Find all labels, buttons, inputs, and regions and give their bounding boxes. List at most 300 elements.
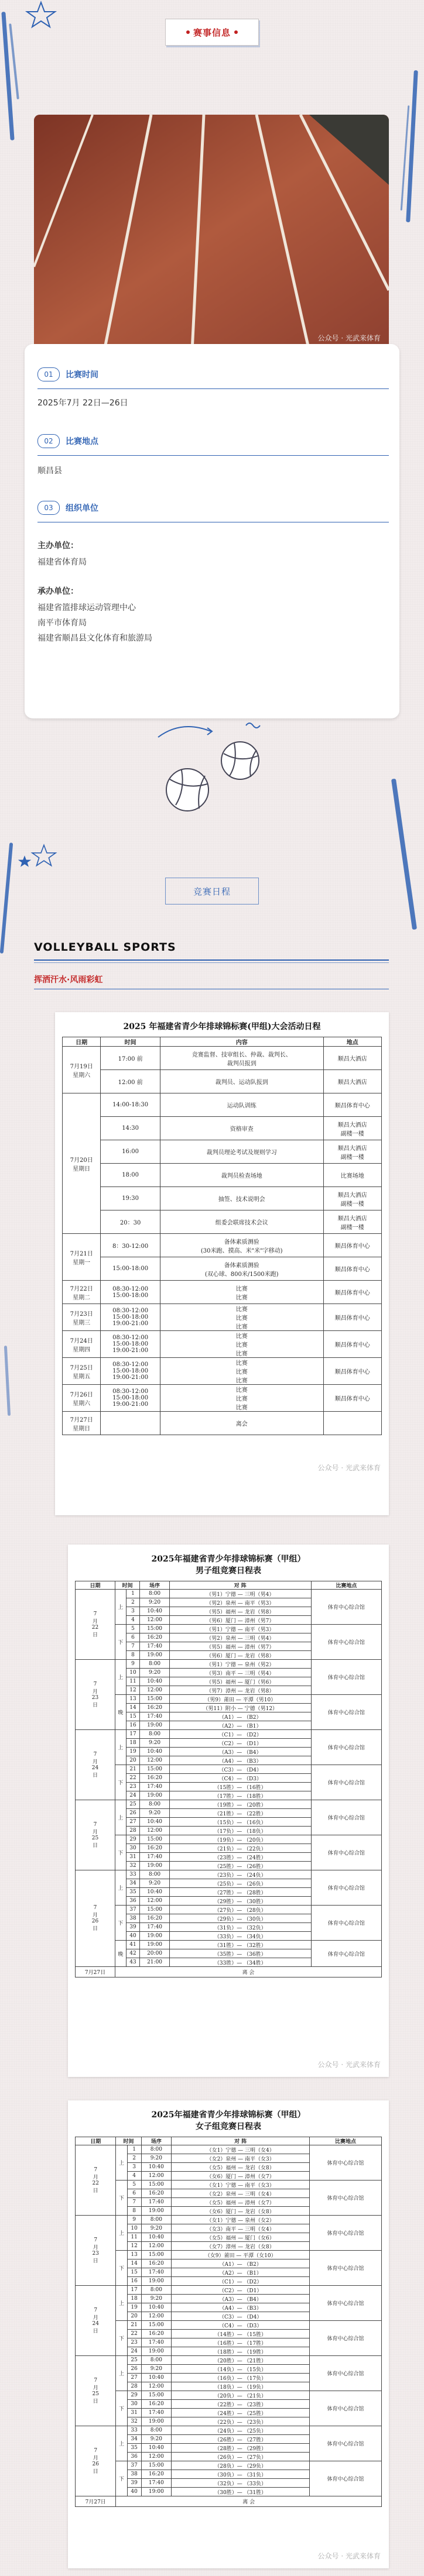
- time-cell: 17:40: [141, 2479, 172, 2488]
- matchup-cell: （33负）— （34负）: [169, 1932, 311, 1941]
- matchup-cell: （22负）— （23负）: [172, 2417, 310, 2426]
- matchup-cell: （A3）— （B4）: [169, 1748, 311, 1756]
- matchup-cell: （女2）泉州 — 南平（女3）: [172, 2154, 310, 2163]
- matchup-cell: （男3）南平 — 三明（男4）: [169, 1669, 311, 1677]
- table-row: [76, 1870, 382, 1879]
- time-cell: 12:00: [141, 2242, 172, 2251]
- matchup-cell: （19胜）— （20胜）: [169, 1800, 311, 1809]
- time-cell: 16:20: [141, 2330, 172, 2338]
- matchup-cell: （女1）宁德 — 三明（女4）: [172, 2145, 310, 2154]
- matchup-cell: （C4）— （D3）: [172, 2321, 310, 2330]
- time-cell: 17:00 前: [101, 1047, 160, 1070]
- session-cell: 晚: [115, 1695, 126, 1730]
- date-cell: 7 月 24 日: [76, 1730, 115, 1800]
- content-cell: 比赛 比赛 比赛: [160, 1358, 323, 1385]
- match-number-cell: 39: [126, 1923, 139, 1932]
- time-cell: 19:00: [140, 1862, 170, 1870]
- column-header: 比赛地点: [310, 2137, 382, 2145]
- section-title: 赛事信息: [193, 27, 231, 38]
- matchup-cell: （男2）泉州 — 南平（男3）: [169, 1598, 311, 1607]
- brush-stroke: [391, 779, 417, 930]
- match-number-cell: 42: [126, 1949, 139, 1958]
- time-cell: 16:20: [141, 2259, 172, 2268]
- content-cell: 裁判员、运动队报到: [160, 1070, 323, 1093]
- column-header: 时间: [116, 2137, 141, 2145]
- venue-cell: 体育中心综合馆: [311, 1695, 381, 1730]
- content-cell: 备体素质测验 (30米跑、摸高、米"米"字移动): [160, 1234, 323, 1257]
- time-cell: 17:40: [140, 1923, 170, 1932]
- session-cell: 下: [116, 2321, 127, 2356]
- time-cell: 8:00: [140, 1800, 170, 1809]
- match-number-cell: 9: [127, 2216, 141, 2224]
- location-cell: 顺昌大酒店 副楼一楼: [323, 1210, 381, 1234]
- men-schedule-sheet: [68, 1545, 389, 2077]
- location-cell: 顺昌体育中心: [323, 1331, 381, 1358]
- table-row: [63, 1140, 382, 1164]
- item-value: 2025年7月 22日—26日: [37, 398, 128, 408]
- match-number-cell: 32: [126, 1862, 139, 1870]
- matchup-cell: （男11）附小 — 宁德（男12）: [169, 1704, 311, 1712]
- table-row: [76, 2145, 382, 2154]
- matchup-cell: （男5）福州 — 厦门（男6）: [169, 1677, 311, 1686]
- brush-stroke: [4, 1346, 11, 1416]
- matchup-cell: （C2）— （D1）: [172, 2286, 310, 2295]
- table-row: [63, 1187, 382, 1210]
- time-cell: 17:40: [141, 2198, 172, 2207]
- matchup-cell: （女9）莆田 — 平潭（女10）: [172, 2251, 310, 2259]
- matchup-cell: （22胜）— （23胜）: [172, 2400, 310, 2409]
- matchup-cell: （女2）泉州 — 三明（女4）: [172, 2189, 310, 2198]
- time-cell: 10:40: [141, 2444, 172, 2453]
- matchup-cell: （24胜）— （25胜）: [172, 2409, 310, 2417]
- matchup-cell: （女1）宁德 — 南平（女3）: [172, 2181, 310, 2189]
- volleyball-illustration: [146, 702, 281, 819]
- match-number-cell: 20: [127, 2312, 141, 2321]
- match-number-cell: 38: [127, 2470, 141, 2479]
- content-cell: 比赛 比赛 比赛: [160, 1304, 323, 1331]
- match-number-cell: 30: [127, 2400, 141, 2409]
- time-cell: 16:20: [140, 1774, 170, 1783]
- time-cell: 12:00: [140, 1827, 170, 1835]
- matchup-cell: （女5）福州 — 漳州（女7）: [172, 2198, 310, 2207]
- watermark: 公众号 · 光武来体育: [317, 334, 381, 342]
- match-number-cell: 25: [127, 2356, 141, 2365]
- match-number-cell: 36: [127, 2453, 141, 2461]
- match-number-cell: 3: [126, 1607, 139, 1616]
- table-row: [63, 1210, 382, 1234]
- match-number-cell: 6: [127, 2189, 141, 2198]
- match-number-cell: 10: [126, 1669, 139, 1677]
- matchup-cell: （男1）宁德 — 南平（男3）: [169, 1625, 311, 1633]
- time-cell: 10:40: [140, 1818, 170, 1827]
- time-cell: 8:00: [140, 1870, 170, 1879]
- venue-cell: 体育中心综合馆: [311, 1765, 381, 1800]
- track-photo: [34, 115, 389, 351]
- match-number-cell: 33: [127, 2426, 141, 2435]
- matchup-cell: （女6）厦门 — 漳州（女7）: [172, 2172, 310, 2181]
- matchup-cell: （14胜）— （15胜）: [172, 2330, 310, 2338]
- column-header: 对 阵: [172, 2137, 310, 2145]
- match-number-cell: 1: [127, 2145, 141, 2154]
- brush-stroke: [1, 12, 14, 140]
- venue-cell: 体育中心综合馆: [311, 1906, 381, 1941]
- time-cell: 20:00: [140, 1949, 170, 1958]
- time-cell: 15:00: [141, 2181, 172, 2189]
- matchup-cell: （男5）福州 — 漳州（男7）: [169, 1642, 311, 1651]
- match-number-cell: 2: [126, 1598, 139, 1607]
- session-cell: 下: [115, 1765, 126, 1800]
- content-cell: 竞赛监督、技审组长、仲裁、裁判长、 裁判员报到: [160, 1047, 323, 1070]
- date-cell: 7月23日 星期三: [63, 1304, 101, 1331]
- column-header: 地点: [323, 1037, 381, 1047]
- table-row: [76, 2251, 382, 2259]
- star-icon: [29, 842, 59, 868]
- table-row: [76, 2216, 382, 2224]
- match-number-cell: 26: [127, 2365, 141, 2374]
- time-cell: 9:20: [141, 2154, 172, 2163]
- time-cell: 16:20: [141, 2189, 172, 2198]
- match-number-cell: 1: [126, 1590, 139, 1598]
- matchup-cell: （29胜）— （30胜）: [169, 1897, 311, 1906]
- match-number-cell: 2: [127, 2154, 141, 2163]
- matchup-cell: （26胜）— （27胜）: [172, 2435, 310, 2444]
- item-number: 02: [37, 434, 60, 448]
- divider: [34, 962, 389, 963]
- match-number-cell: 33: [126, 1870, 139, 1879]
- match-number-cell: 14: [126, 1704, 139, 1712]
- match-number-cell: 28: [126, 1827, 139, 1835]
- time-cell: 17:40: [140, 1783, 170, 1791]
- table-row: [76, 1835, 382, 1844]
- match-number-cell: 32: [127, 2417, 141, 2426]
- bullet-dot: [186, 30, 190, 34]
- time-cell: 12:00: [141, 2382, 172, 2391]
- content-cell: 比赛 比赛: [160, 1281, 323, 1304]
- time-cell: 8：30-12:00: [101, 1234, 160, 1257]
- time-cell: 10:40: [141, 2303, 172, 2312]
- time-cell: 9:20: [140, 1739, 170, 1748]
- table-row: [76, 2426, 382, 2435]
- matchup-cell: （女5）福州 — 厦门（女6）: [172, 2233, 310, 2242]
- sports-heading: VOLLEYBALL SPORTS: [34, 941, 176, 954]
- venue-cell: 体育中心综合馆: [311, 1941, 381, 1967]
- session-cell: 下: [115, 1835, 126, 1870]
- star-icon: [16, 854, 33, 868]
- session-cell: 下: [116, 2461, 127, 2496]
- table-row: [76, 1660, 382, 1669]
- time-cell: 19:00: [140, 1721, 170, 1730]
- match-number-cell: 27: [126, 1818, 139, 1827]
- matchup-cell: （C3）— （D4）: [169, 1765, 311, 1774]
- time-cell: 16:20: [140, 1914, 170, 1923]
- venue-cell: 体育中心综合馆: [310, 2391, 382, 2426]
- time-cell: 17:40: [140, 1712, 170, 1721]
- match-number-cell: 23: [127, 2338, 141, 2347]
- time-cell: 15:00: [140, 1906, 170, 1914]
- matchup-cell: （C1）— （D2）: [172, 2277, 310, 2286]
- session-cell: 下: [116, 2181, 127, 2216]
- location-cell: 顺昌体育中心: [323, 1358, 381, 1385]
- matchup-cell: （16胜）— （17胜）: [172, 2338, 310, 2347]
- location-cell: 顺昌体育中心: [323, 1281, 381, 1304]
- table-row: [63, 1047, 382, 1070]
- match-number-cell: 38: [126, 1914, 139, 1923]
- time-cell: 12:00: [140, 1616, 170, 1625]
- venue-cell: 体育中心综合馆: [311, 1625, 381, 1660]
- match-number-cell: 21: [126, 1765, 139, 1774]
- venue-cell: 体育中心综合馆: [310, 2321, 382, 2356]
- match-number-cell: 12: [126, 1686, 139, 1695]
- matchup-cell: （A2）— （B1）: [169, 1721, 311, 1730]
- time-cell: 8:00: [141, 2216, 172, 2224]
- venue-cell: 体育中心综合馆: [311, 1730, 381, 1765]
- date-cell: 7月26日 星期六: [63, 1385, 101, 1412]
- table-row: [76, 1967, 382, 1977]
- table-row: [63, 1164, 382, 1187]
- date-cell: 7月24日 星期四: [63, 1331, 101, 1358]
- match-number-cell: 18: [126, 1739, 139, 1748]
- time-cell: 15:00: [140, 1625, 170, 1633]
- match-number-cell: 39: [127, 2479, 141, 2488]
- date-cell: 7 月 25 日: [76, 1800, 115, 1870]
- matchup-cell: （18负）— （19负）: [172, 2382, 310, 2391]
- matchup-cell: （28胜）— （29胜）: [172, 2444, 310, 2453]
- matchup-cell: （20负）— （21负）: [172, 2391, 310, 2400]
- venue-cell: 体育中心综合馆: [311, 1660, 381, 1695]
- session-cell: 上: [115, 1800, 126, 1835]
- table-row: [63, 1234, 382, 1257]
- matchup-cell: （男6）厦门 — 龙岩（男8）: [169, 1651, 311, 1660]
- time-cell: 8:00: [141, 2286, 172, 2295]
- time-cell: 9:20: [140, 1879, 170, 1888]
- table-row: [63, 1257, 382, 1281]
- table-row: [76, 2356, 382, 2365]
- location-cell: 顺昌大酒店: [323, 1047, 381, 1070]
- table-row: [63, 1304, 382, 1331]
- time-cell: 21:00: [140, 1958, 170, 1967]
- match-number-cell: 13: [126, 1695, 139, 1704]
- matchup-cell: （16负）— （17负）: [172, 2374, 310, 2382]
- table-row: [76, 2286, 382, 2295]
- match-number-cell: 18: [127, 2295, 141, 2303]
- session-cell: 上: [116, 2356, 127, 2391]
- time-cell: 17:40: [141, 2409, 172, 2417]
- organizer-name: 福建省篮排球运动管理中心: [37, 603, 136, 613]
- item-label: 比赛时间: [66, 370, 98, 380]
- match-number-cell: 5: [126, 1625, 139, 1633]
- table-row: [76, 1590, 382, 1598]
- date-cell: 7月25日 星期五: [63, 1358, 101, 1385]
- content-cell: 离 会: [115, 1967, 382, 1977]
- matchup-cell: （女6）厦门 — 龙岩（女8）: [172, 2207, 310, 2216]
- table-row: [63, 1331, 382, 1358]
- match-number-cell: 22: [126, 1774, 139, 1783]
- time-cell: 10:40: [140, 1748, 170, 1756]
- track-image: [34, 115, 389, 351]
- match-number-cell: 13: [127, 2251, 141, 2259]
- date-cell: 7 月 22 日: [76, 1590, 115, 1660]
- time-cell: 16:20: [140, 1844, 170, 1853]
- match-number-cell: 21: [127, 2321, 141, 2330]
- activity-title: 2025 年福建省青少年排球锦标赛(甲组)大会活动日程: [123, 1022, 321, 1031]
- time-cell: 12:00: [141, 2312, 172, 2321]
- column-header: 时间: [101, 1037, 160, 1047]
- time-cell: 19:00: [141, 2207, 172, 2216]
- watermark: 公众号 · 光武来体育: [317, 1464, 381, 1472]
- time-cell: 15:00-18:00: [101, 1257, 160, 1281]
- time-cell: 17:40: [141, 2268, 172, 2277]
- time-cell: 19:00: [140, 1932, 170, 1941]
- matchup-cell: （21负）— （22负）: [169, 1844, 311, 1853]
- match-number-cell: 26: [126, 1809, 139, 1818]
- time-cell: 8:00: [140, 1660, 170, 1669]
- time-cell: 10:40: [140, 1888, 170, 1897]
- matchup-cell: （19负）— （20负）: [169, 1835, 311, 1844]
- location-cell: [323, 1412, 381, 1435]
- women-title: 2025年福建省青少年排球锦标赛（甲组）: [151, 2110, 306, 2120]
- time-cell: 19:00: [141, 2347, 172, 2356]
- location-cell: 顺昌体育中心: [323, 1304, 381, 1331]
- venue-cell: 体育中心综合馆: [310, 2251, 382, 2286]
- match-number-cell: 15: [126, 1712, 139, 1721]
- matchup-cell: （A4）— （B3）: [172, 2303, 310, 2312]
- matchup-cell: （C3）— （D4）: [172, 2312, 310, 2321]
- matchup-cell: （女1）宁德 — 泉州（女2）: [172, 2216, 310, 2224]
- match-number-cell: 24: [127, 2347, 141, 2356]
- match-number-cell: 23: [126, 1783, 139, 1791]
- session-cell: 上: [115, 1730, 126, 1765]
- matchup-cell: （27负）— （28负）: [169, 1906, 311, 1914]
- table-row: [63, 1281, 382, 1304]
- matchup-cell: （28负）— （29负）: [172, 2461, 310, 2470]
- table-row: [76, 2391, 382, 2400]
- matchup-cell: （A1）— （B2）: [172, 2259, 310, 2268]
- time-cell: 16:20: [141, 2470, 172, 2479]
- matchup-cell: （27胜）— （28胜）: [169, 1888, 311, 1897]
- venue-cell: 体育中心综合馆: [311, 1835, 381, 1870]
- match-number-cell: 31: [127, 2409, 141, 2417]
- table-row: [63, 1070, 382, 1093]
- match-number-cell: 11: [126, 1677, 139, 1686]
- table-row: [76, 1800, 382, 1809]
- match-number-cell: 37: [127, 2461, 141, 2470]
- watermark: 公众号 · 光武来体育: [317, 2061, 381, 2069]
- column-header: 时间: [115, 1581, 140, 1590]
- match-number-cell: 7: [127, 2198, 141, 2207]
- match-number-cell: 11: [127, 2233, 141, 2242]
- match-number-cell: 12: [127, 2242, 141, 2251]
- matchup-cell: （14负）— （15负）: [172, 2365, 310, 2374]
- date-cell: 7 月 22 日: [76, 2145, 116, 2216]
- time-cell: 8:00: [140, 1730, 170, 1739]
- time-cell: 19:00: [140, 1791, 170, 1800]
- time-cell: 19:30: [101, 1187, 160, 1210]
- column-header: 内容: [160, 1037, 323, 1047]
- star-icon: [23, 0, 59, 29]
- matchup-cell: （31胜）— （32胜）: [169, 1941, 311, 1949]
- time-cell: 8:00: [141, 2356, 172, 2365]
- time-cell: 15:00: [141, 2251, 172, 2259]
- time-cell: 9:20: [140, 1669, 170, 1677]
- table-row: [63, 1412, 382, 1435]
- column-header: 日期: [76, 1581, 115, 1590]
- date-cell: 7月22日 星期二: [63, 1281, 101, 1304]
- matchup-cell: （C1）— （D2）: [169, 1730, 311, 1739]
- match-number-cell: 19: [127, 2303, 141, 2312]
- bullet-dot: [234, 30, 238, 34]
- match-number-cell: 40: [127, 2488, 141, 2496]
- time-cell: 15:00: [140, 1695, 170, 1704]
- match-number-cell: 31: [126, 1853, 139, 1862]
- time-cell: 14:00-18:30: [101, 1093, 160, 1117]
- time-cell: 10:40: [140, 1607, 170, 1616]
- table-row: [76, 1941, 382, 1949]
- matchup-cell: （男5）福州 — 龙岩（男8）: [169, 1607, 311, 1616]
- content-cell: 离 会: [116, 2496, 382, 2507]
- table-row: [76, 1906, 382, 1914]
- date-cell: 7 月 26 日: [76, 2426, 116, 2496]
- matchup-cell: （33胜）— （34胜）: [169, 1958, 311, 1967]
- match-number-cell: 17: [126, 1730, 139, 1739]
- time-cell: 12:00: [140, 1686, 170, 1695]
- info-card: [25, 344, 399, 718]
- match-number-cell: 27: [127, 2374, 141, 2382]
- matchup-cell: （32负）— （33负）: [172, 2479, 310, 2488]
- time-cell: 17:40: [140, 1642, 170, 1651]
- table-row: [63, 1093, 382, 1117]
- session-cell: 下: [115, 1906, 126, 1941]
- content-cell: 资格审查: [160, 1117, 323, 1140]
- time-cell: [101, 1412, 160, 1435]
- time-cell: 16:00: [101, 1140, 160, 1164]
- women-subtitle: 女子组竞赛日程表: [196, 2122, 261, 2131]
- location-cell: 比赛场地: [323, 1164, 381, 1187]
- section-title: 竞赛日程: [193, 886, 231, 897]
- matchup-cell: （C4）— （D3）: [169, 1774, 311, 1783]
- time-cell: 19:00: [141, 2488, 172, 2496]
- matchup-cell: （男6）厦门 — 漳州（男7）: [169, 1616, 311, 1625]
- matchup-cell: （31负）— （32负）: [169, 1923, 311, 1932]
- session-cell: 上: [115, 1870, 126, 1906]
- session-cell: 上: [116, 2286, 127, 2321]
- matchup-cell: （男9）莆田 — 平潭（男10）: [169, 1695, 311, 1704]
- session-cell: 下: [116, 2391, 127, 2426]
- match-number-cell: 14: [127, 2259, 141, 2268]
- match-number-cell: 35: [127, 2444, 141, 2453]
- date-cell: 7月27日: [76, 2496, 116, 2507]
- column-header: 场序: [140, 1581, 170, 1590]
- time-cell: 12:00: [140, 1897, 170, 1906]
- matchup-cell: （17胜）— （18胜）: [169, 1791, 311, 1800]
- brush-stroke: [406, 70, 418, 222]
- time-cell: 15:00: [140, 1765, 170, 1774]
- match-number-cell: 41: [126, 1941, 139, 1949]
- matchup-cell: （男1）宁德 — 三明（男4）: [169, 1590, 311, 1598]
- time-cell: 8:00: [140, 1590, 170, 1598]
- session-cell: 上: [115, 1590, 126, 1625]
- venue-cell: 体育中心综合馆: [311, 1870, 381, 1906]
- venue-cell: 体育中心综合馆: [310, 2356, 382, 2391]
- match-number-cell: 37: [126, 1906, 139, 1914]
- time-cell: 9:20: [140, 1809, 170, 1818]
- men-table: [75, 1581, 382, 1977]
- date-cell: 7 月 26 日: [76, 1870, 115, 1967]
- item-number: 03: [37, 501, 60, 515]
- matchup-cell: （23负）— （24负）: [169, 1870, 311, 1879]
- column-header: 对 阵: [169, 1581, 311, 1590]
- matchup-cell: （男7）漳州 — 龙岩（男8）: [169, 1686, 311, 1695]
- item-label: 比赛地点: [66, 437, 98, 446]
